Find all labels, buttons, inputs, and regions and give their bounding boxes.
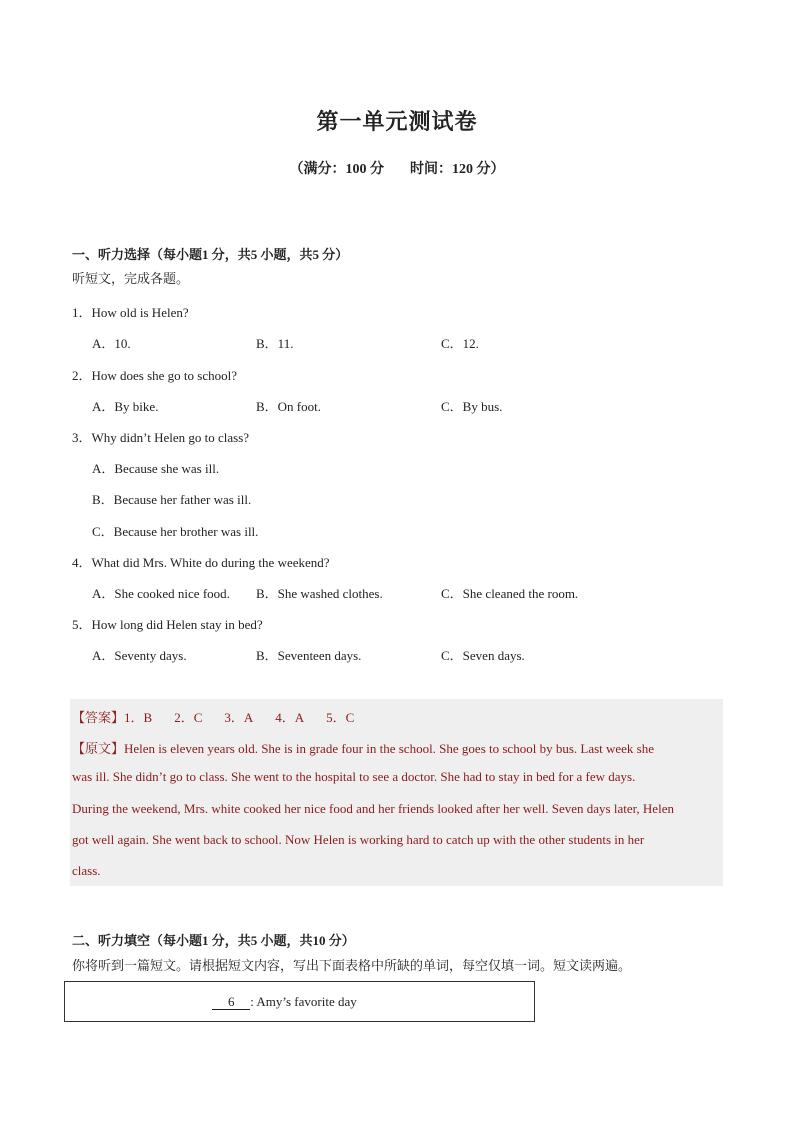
question-3: 3．Why didn’t Helen go to class? — [72, 430, 250, 445]
table-header-text: : Amy’s favorite day — [250, 994, 357, 1009]
transcript-text-1: Helen is eleven years old. She is in grade four in the school. She goes to school by bus. Last week she — [124, 741, 655, 756]
transcript-label: 【原文】 — [72, 741, 125, 756]
q3-option-c: C．Because her brother was ill. — [92, 524, 259, 539]
section2-heading: 二、听力填空（每小题1 分，共5 小题，共10 分） — [72, 933, 355, 948]
q1-option-c: C．12. — [441, 336, 479, 351]
question-4: 4．What did Mrs. White do during the weekend? — [72, 555, 330, 570]
page-subtitle — [0, 158, 794, 178]
transcript-line-2: was ill. She didn’t go to class. She went to the hospital to see a doctor. She had to stay in bed for a few days. — [72, 769, 636, 784]
q4-option-b: B．She washed clothes. — [256, 586, 383, 601]
q5-option-a: A．Seventy days. — [92, 648, 187, 663]
section2-instructions: 你将听到一篇短文。请根据短文内容，写出下面表格中所缺的单词，每空仅填一词。短文读两遍。 — [72, 958, 632, 973]
answer-label: 【答案】 — [72, 710, 125, 725]
answer-1: 1．B — [124, 710, 153, 725]
q2-option-a: A．By bike. — [92, 399, 159, 414]
q1-option-b: B．11. — [256, 336, 294, 351]
q3-option-b: B．Because her father was ill. — [92, 492, 252, 507]
answer-box — [70, 699, 723, 886]
q5-option-b: B．Seventeen days. — [256, 648, 362, 663]
q4-option-c: C．She cleaned the room. — [441, 586, 579, 601]
answer-5: 5．C — [326, 710, 355, 725]
transcript-line-5: class. — [72, 863, 101, 878]
question-1: 1．How old is Helen? — [72, 305, 189, 320]
time-limit: 时间：120 分） — [410, 162, 505, 177]
transcript-line-1 — [72, 738, 654, 757]
question-5: 5．How long did Helen stay in bed? — [72, 617, 263, 632]
answer-4: 4．A — [275, 710, 305, 725]
fill-in-table — [64, 981, 535, 1022]
answer-key — [72, 707, 376, 726]
answer-2: 2．C — [174, 710, 203, 725]
transcript-line-4: got well again. She went back to school. Now Helen is working hard to catch up with the other students in her — [72, 832, 645, 847]
answer-3: 3．A — [224, 710, 254, 725]
transcript-line-3: During the weekend, Mrs. white cooked her nice food and her friends looked after her well. Seven days later, Helen — [72, 801, 674, 816]
table-header-cell — [65, 994, 534, 1010]
page-title: 第一单元测试卷 — [316, 109, 478, 134]
section1-heading: 一、听力选择（每小题1 分，共5 小题，共5 分） — [72, 247, 349, 262]
q1-option-a: A．10. — [92, 336, 131, 351]
q4-option-a: A．She cooked nice food. — [92, 586, 230, 601]
q2-option-c: C．By bus. — [441, 399, 503, 414]
q2-option-b: B．On foot. — [256, 399, 322, 414]
blank-6: 6 — [212, 995, 250, 1010]
full-score: （满分：100 分 — [289, 162, 384, 177]
q3-option-a: A．Because she was ill. — [92, 461, 220, 476]
section1-instructions: 听短文，完成各题。 — [72, 271, 190, 286]
question-2: 2．How does she go to school? — [72, 368, 238, 383]
q5-option-c: C．Seven days. — [441, 648, 525, 663]
